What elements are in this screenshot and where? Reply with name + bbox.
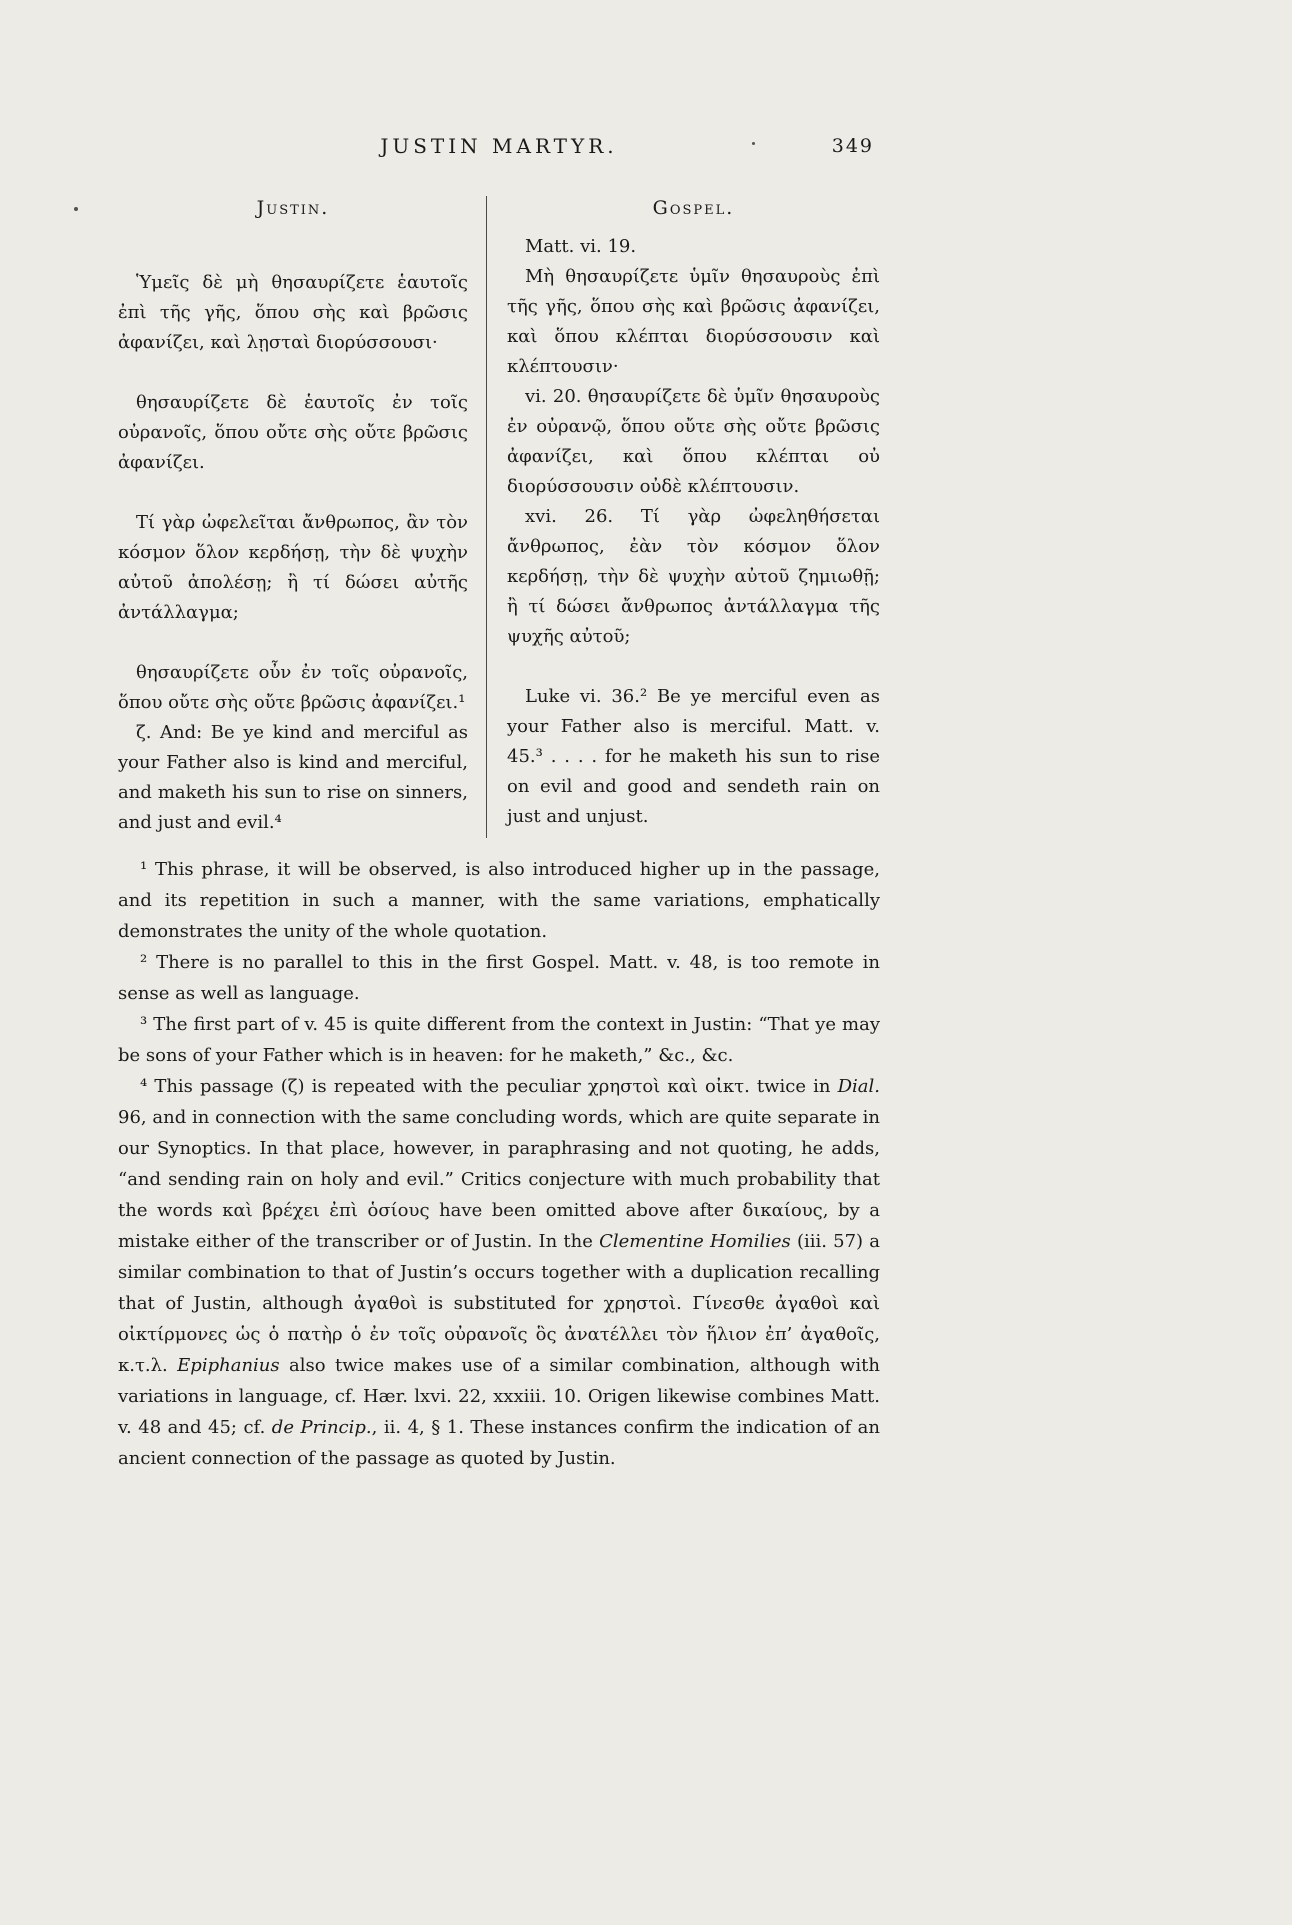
footnotes-section xyxy=(118,854,880,1474)
running-title: JUSTIN MARTYR. xyxy=(380,134,618,158)
justin-column xyxy=(118,196,486,838)
page-number: 349 xyxy=(831,135,874,157)
justin-greek-paragraph-1: Ὑμεῖς δὲ μὴ θησαυρίζετε ἑαυτοῖς ἐπὶ τῆς γῆς, ὅπου σὴς καὶ βρῶσις ἀφανίζει, καὶ λῃσταὶ διορύσσουσι· xyxy=(118,272,468,353)
justin-greek-paragraph-2: θησαυρίζετε δὲ ἑαυτοῖς ἐν τοῖς οὐρανοῖς, ὅπου οὔτε σὴς οὔτε βρῶσις ἀφανίζει. xyxy=(118,392,468,473)
gospel-column xyxy=(486,196,880,838)
gospel-column-heading: Gospel. xyxy=(652,197,735,219)
footnote-1: ¹ This phrase, it will be observed, is also introduced higher up in the passage, and its repetition in such a manner, with the same variations, emphatically demonstrates the unity of the whole quotation. xyxy=(118,859,880,942)
gospel-greek-paragraph-1: Μὴ θησαυρίζετε ὑμῖν θησαυροὺς ἐπὶ τῆς γῆς, ὅπου σὴς καὶ βρῶσις ἀφανίζει, καὶ ὅπου κλέπται διορύσσουσιν καὶ κλέπτουσιν· xyxy=(507,266,880,377)
justin-greek-paragraph-3: Τί γὰρ ὠφελεῖται ἄνθρωπος, ἂν τὸν κόσμον ὅλον κερδήσῃ, τὴν δὲ ψυχὴν αὐτοῦ ἀπολέσῃ; ἢ τί δώσει αὐτῆς ἀντάλλαγμα; xyxy=(118,512,468,623)
parallel-text-columns xyxy=(118,196,880,838)
page-header xyxy=(118,134,880,158)
footnote-3: ³ The first part of v. 45 is quite different from the context in Justin: “That ye may be sons of your Father which is in heaven: for he maketh,” &c., &c. xyxy=(118,1014,880,1066)
gospel-greek-paragraph-3: xvi. 26. Τί γὰρ ὠφεληθήσεται ἄνθρωπος, ἐὰν τὸν κόσμον ὅλον κερδήσῃ, τὴν δὲ ψυχὴν αὐτοῦ ζημιωθῇ; ἢ τί δώσει ἄνθρωπος ἀντάλλαγμα τῆς ψυχῆς αὐτοῦ; xyxy=(507,506,880,647)
book-page xyxy=(118,134,880,1474)
footnote-2: ² There is no parallel to this in the first Gospel. Matt. v. 48, is too remote in sense as well as language. xyxy=(118,952,880,1004)
gospel-english-paragraph: Luke vi. 36.² Be ye merciful even as your Father also is merciful. Matt. v. 45.³ . . . . for he maketh his sun to rise on evil and good and sendeth rain on just and unjust. xyxy=(507,686,880,827)
justin-greek-paragraph-4: θησαυρίζετε οὖν ἐν τοῖς οὐρανοῖς, ὅπου οὔτε σὴς οὔτε βρῶσις ἀφανίζει.¹ xyxy=(118,662,468,713)
gospel-reference: Matt. vi. 19. xyxy=(525,236,637,257)
justin-english-paragraph: ζ. And: Be ye kind and merciful as your Father also is kind and merciful, and maketh his sun to rise on sinners, and just and evil.⁴ xyxy=(118,722,468,833)
gospel-greek-paragraph-2: vi. 20. θησαυρίζετε δὲ ὑμῖν θησαυροὺς ἐν οὐρανῷ, ὅπου οὔτε σὴς οὔτε βρῶσις ἀφανίζει, καὶ ὅπου κλέπται οὐ διορύσσουσιν οὐδὲ κλέπτουσιν. xyxy=(507,386,880,497)
scan-speck xyxy=(74,207,78,211)
footnote-4: ⁴ This passage (ζ) is repeated with the peculiar χρηστοὶ καὶ οἰκτ. twice in Dial. 96, and in connection with the same concluding words, which are quite separate in our Synoptics. In that place, however, in paraphrasing and not quoting, he adds, “and sending rain on holy and evil.” Critics conjecture with much probability that the words καὶ βρέχει ἐπὶ ὁσίους have been omitted above after δικαίους, by a mistake either of the transcriber or of Justin. In the Clementine Homilies (iii. 57) a similar combination to that of Justin’s occurs together with a duplication recalling that of Justin, although ἀγαθοὶ is substituted for χρηστοὶ. Γίνεσθε ἀγαθοὶ καὶ οἰκτίρμονες ὡς ὁ πατὴρ ὁ ἐν τοῖς οὐρανοῖς ὃς ἀνατέλλει τὸν ἥλιον ἐπ’ ἀγαθοῖς, κ.τ.λ. Epiphanius also twice makes use of a similar combination, although with variations in language, cf. Hær. lxvi. 22, xxxiii. 10. Origen likewise combines Matt. v. 48 and 45; cf. de Princip., ii. 4, § 1. These instances confirm the indication of an ancient connection of the passage as quoted by Justin. xyxy=(118,1076,881,1469)
justin-column-heading: Justin. xyxy=(256,197,330,219)
